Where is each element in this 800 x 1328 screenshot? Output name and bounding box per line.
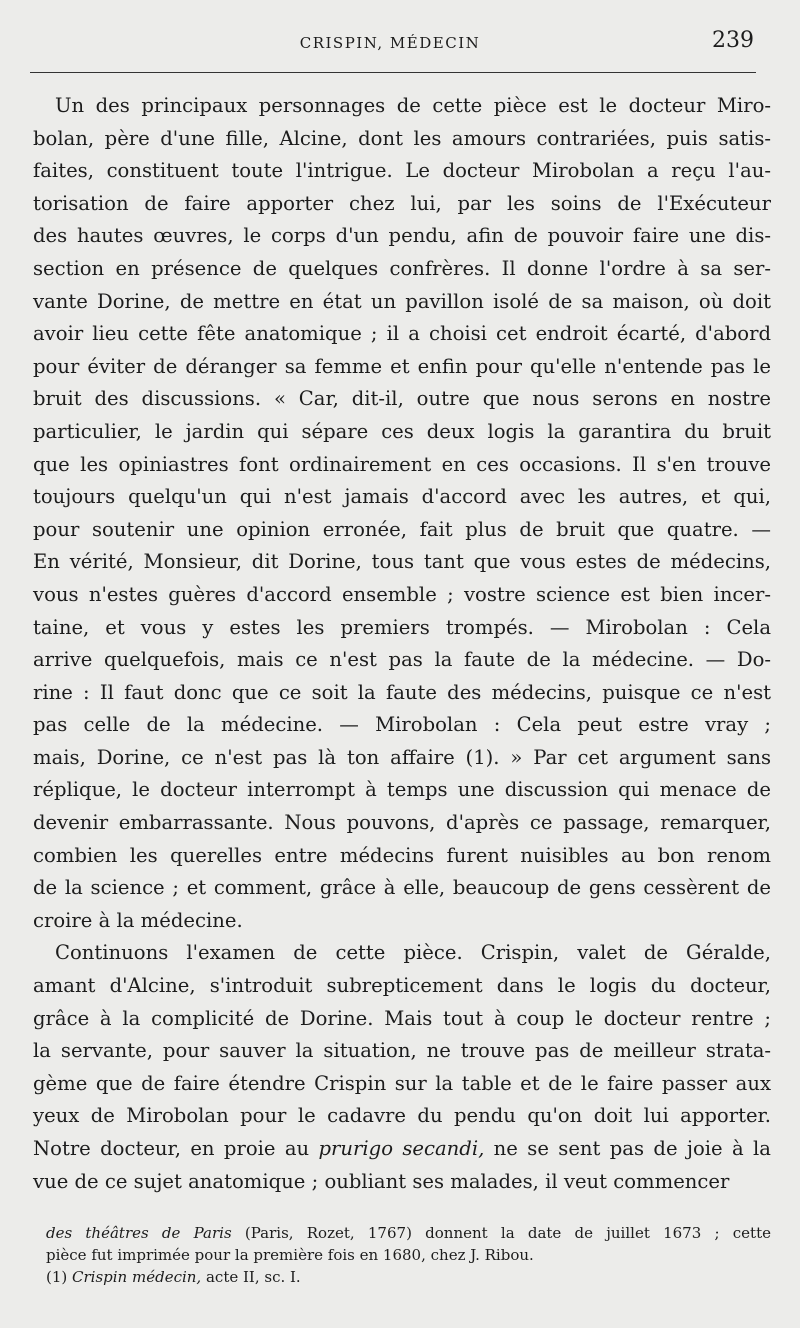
text-line: avoir lieu cette fête anatomique ; il a choisi cet endroit écarté, d'abord: [33, 322, 771, 346]
text-line: de la science ; et comment, grâce à elle, beaucoup de gens cessèrent de: [33, 876, 771, 900]
text-line: croire à la médecine.: [33, 908, 243, 932]
text-line: des hautes œuvres, le corps d'un pendu, afin de pouvoir faire une dis-: [33, 224, 771, 248]
text-line: [33, 1133, 771, 1166]
italic-term: prurigo secandi,: [318, 1137, 485, 1160]
footnote-1: [46, 1266, 771, 1288]
footnotes: [46, 1222, 771, 1288]
main-text: [33, 90, 771, 1198]
text-line: toujours quelqu'un qui n'est jamais d'accord avec les autres, et qui,: [33, 485, 771, 509]
text-line: pour éviter de déranger sa femme et enfin pour qu'elle n'entende pas le: [33, 354, 771, 378]
running-head: [0, 28, 800, 58]
text-line: section en présence de quelques confrères. Il donne l'ordre à sa ser-: [33, 256, 771, 280]
text-line: grâce à la complicité de Dorine. Mais tout à coup le docteur rentre ;: [33, 1006, 771, 1030]
footnote-text: acte II, sc. I.: [201, 1268, 301, 1286]
text-line: pas celle de la médecine. — Mirobolan : Cela peut estre vray ;: [33, 713, 771, 737]
text-line: mais, Dorine, ce n'est pas là ton affaire (1). » Par cet argument sans: [33, 745, 771, 769]
footnote-italic-title: Crispin médecin,: [72, 1268, 202, 1286]
text-line: taine, et vous y estes les premiers trompés. — Mirobolan : Cela: [33, 615, 771, 639]
text-line: Un des principaux personnages de cette pièce est le docteur Miro-: [55, 94, 771, 117]
text-line: rine : Il faut donc que ce soit la faute des médecins, puisque ce n'est: [33, 680, 771, 704]
text-line: torisation de faire apporter chez lui, par les soins de l'Exécuteur: [33, 191, 771, 215]
text-line: devenir embarrassante. Nous pouvons, d'après ce passage, remarquer,: [33, 811, 771, 835]
text-line: vante Dorine, de mettre en état un pavillon isolé de sa maison, où doit: [33, 289, 771, 313]
footnote-marker: (1): [46, 1268, 73, 1286]
text-line: Continuons l'examen de cette pièce. Crispin, valet de Géralde,: [55, 941, 771, 965]
paragraph-2: [33, 937, 771, 1198]
text-run: Notre docteur, en proie au: [33, 1137, 319, 1160]
text-line: pour soutenir une opinion erronée, fait plus de bruit que quatre. —: [33, 517, 771, 541]
text-line: yeux de Mirobolan pour le cadavre du pendu qu'on doit lui apporter.: [33, 1104, 771, 1128]
page-number: 239: [712, 28, 754, 53]
text-line: gème que de faire étendre Crispin sur la table et de le faire passer aux: [33, 1071, 771, 1095]
text-line: que les opiniastres font ordinairement en ces occasions. Il s'en trouve: [33, 452, 771, 476]
footnote-text: (Paris, Rozet, 1767) donnent la date de juillet 1673 ; cette: [231, 1224, 771, 1242]
text-run: ne se sent pas de joie à la: [484, 1137, 771, 1160]
text-line: En vérité, Monsieur, dit Dorine, tous tant que vous estes de médecins,: [33, 550, 771, 574]
footnote-continued-line-1: [46, 1222, 771, 1244]
running-title: CRISPIN, MÉDECIN: [299, 34, 481, 52]
header-rule: [30, 72, 756, 73]
text-line: arrive quelquefois, mais ce n'est pas la faute de la médecine. — Do-: [33, 648, 771, 672]
text-line: vue de ce sujet anatomique ; oubliant ses malades, il veut commencer: [33, 1169, 730, 1193]
paragraph-1: [33, 90, 771, 937]
text-line: amant d'Alcine, s'introduit subrepticement dans le logis du docteur,: [33, 974, 771, 998]
text-line: bolan, père d'une fille, Alcine, dont les amours contrariées, puis satis-: [33, 126, 771, 150]
text-line: combien les querelles entre médecins furent nuisibles au bon renom: [33, 843, 771, 867]
text-line: réplique, le docteur interrompt à temps une discussion qui menace de: [33, 778, 771, 802]
text-line: bruit des discussions. « Car, dit-il, outre que nous serons en nostre: [33, 387, 771, 411]
footnote-continued-line-2: pièce fut imprimée pour la première fois en 1680, chez J. Ribou.: [46, 1246, 534, 1264]
footnote-italic-title: des théâtres de Paris: [46, 1224, 232, 1242]
text-line: particulier, le jardin qui sépare ces deux logis la garantira du bruit: [33, 419, 771, 443]
text-line: faites, constituent toute l'intrigue. Le docteur Mirobolan a reçu l'au-: [33, 159, 771, 183]
text-line: la servante, pour sauver la situation, ne trouve pas de meilleur strata-: [33, 1039, 771, 1063]
text-line: vous n'estes guères d'accord ensemble ; vostre science est bien incer-: [33, 582, 771, 606]
